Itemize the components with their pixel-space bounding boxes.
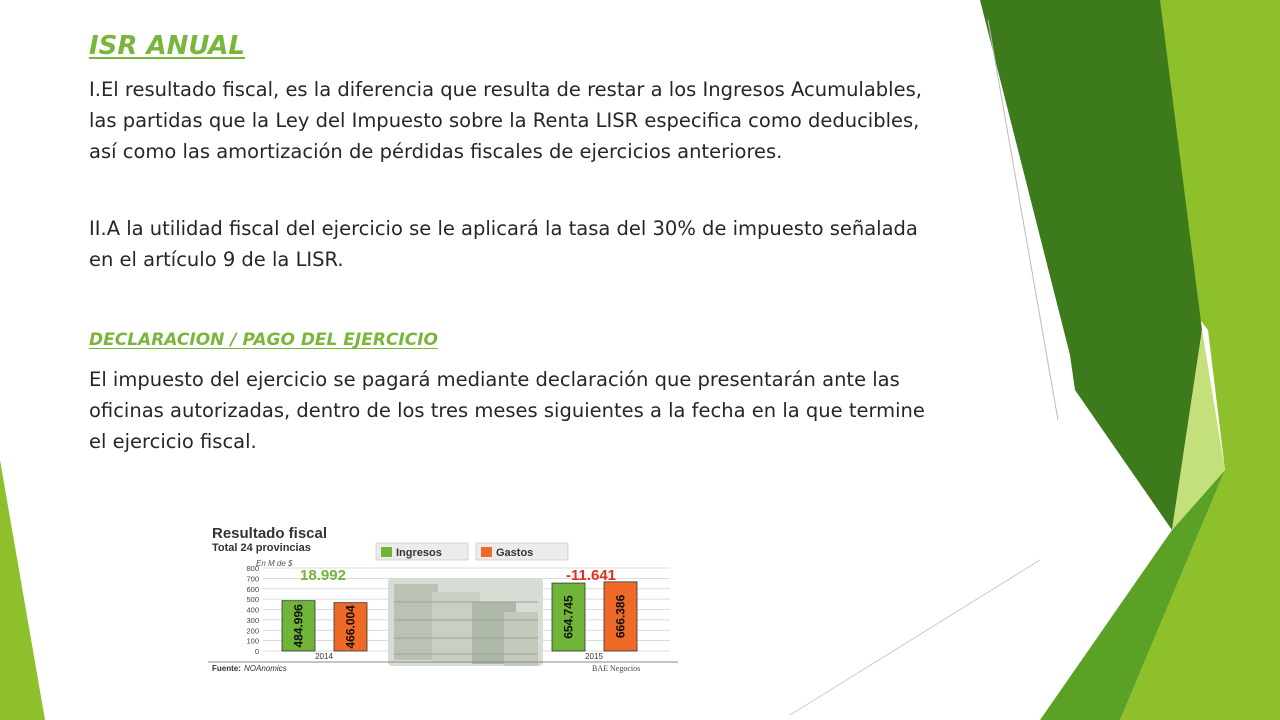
chart-title: Resultado fiscal: [212, 525, 328, 542]
legend-label: Gastos: [496, 547, 534, 559]
y-tick-label: 100: [246, 636, 259, 646]
y-tick-label: 500: [246, 595, 259, 605]
right-dark-green-band: [980, 0, 1202, 530]
y-tick-label: 200: [246, 626, 259, 636]
y-tick-label: 0: [254, 647, 259, 656]
chart-legend: [376, 543, 568, 560]
legend-swatch: [481, 547, 492, 557]
slide-content: [89, 28, 934, 457]
y-tick-label: 700: [246, 574, 259, 584]
y-tick-label: 800: [246, 564, 259, 573]
y-tick-label: 400: [246, 605, 259, 615]
chart-credit: BAE Negocios: [592, 664, 641, 673]
money-stack-illustration: [388, 578, 543, 666]
y-axis-label: En M de $: [256, 559, 293, 568]
legend-label: Ingresos: [396, 547, 442, 559]
x-tick-label: 2015: [585, 652, 603, 661]
slide-title: ISR ANUAL: [89, 31, 245, 61]
source-name: NOAnomics: [244, 664, 287, 673]
paragraph-declaracion: El impuesto del ejercicio se pagará mediante declaración que presentarán ante las oficinas autorizadas, dentro de los tres meses siguientes a la fecha en la que termine el ejercicio fiscal.: [89, 368, 925, 453]
result-annotation: -11.641: [565, 567, 617, 584]
source-label: Fuente:: [212, 664, 241, 673]
bar-value-label: 466.004: [343, 605, 358, 649]
bar-value-label: 654.745: [561, 595, 576, 639]
bar-value-label: 484.996: [291, 604, 306, 648]
result-annotation: 18.992: [300, 567, 346, 584]
decorative-line: [790, 560, 1040, 715]
y-tick-label: 300: [246, 615, 259, 625]
legend-swatch: [381, 547, 392, 557]
left-green-stripe: [0, 460, 45, 720]
chart-subtitle: Total 24 provincias: [212, 542, 311, 554]
y-tick-label: 600: [246, 584, 259, 594]
resultado-fiscal-chart: [208, 520, 678, 675]
section-subtitle: DECLARACION / PAGO DEL EJERCICIO: [89, 330, 438, 350]
bar-value-label: 666.386: [613, 594, 628, 639]
paragraph-utilidad-fiscal: II.A la utilidad fiscal del ejercicio se le aplicará la tasa del 30% de impuesto señalada en el artículo 9 de la LISR.: [89, 217, 918, 271]
x-tick-label: 2014: [315, 652, 333, 661]
paragraph-resultado-fiscal: I.El resultado fiscal, es la diferencia que resulta de restar a los Ingresos Acumulables, las partidas que la Ley del Impuesto sobre la Renta LISR especifica como deducibles, así como las amortización de pérdidas fiscales de ejercicios anteriores.: [89, 78, 922, 163]
